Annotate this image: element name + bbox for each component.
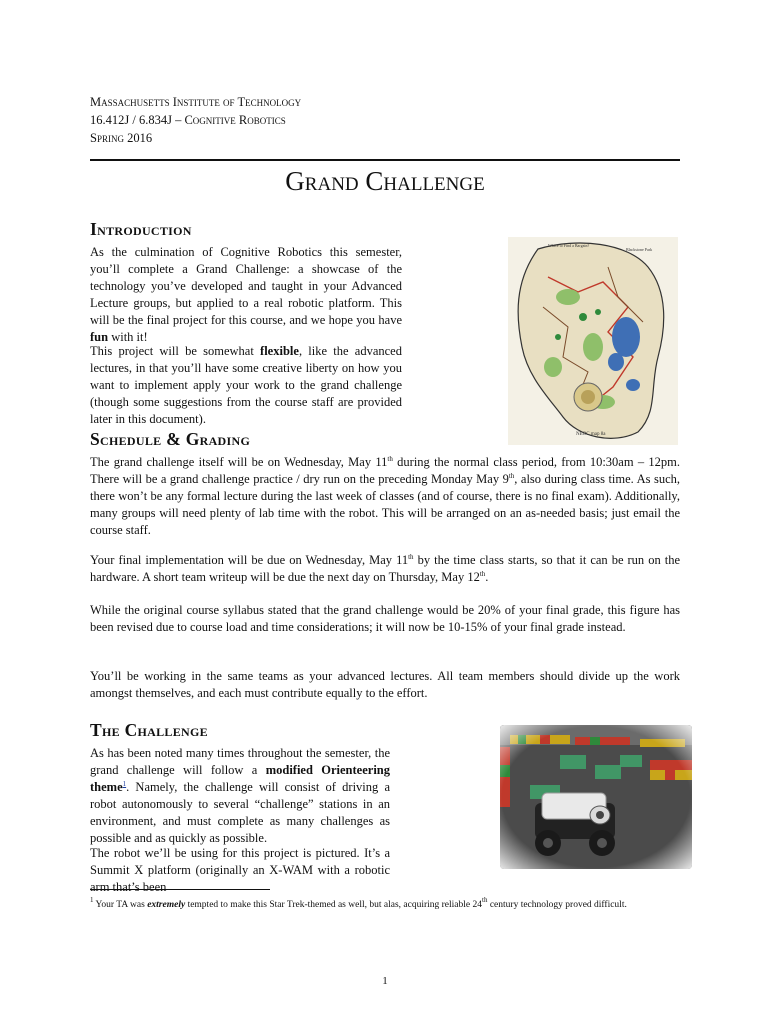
challenge-paragraph-1: As has been noted many times throughout the semester, the grand challenge will follow a modified Orienteering theme$^1$. Namely, the challenge will consist of driving a robot autonomously to several “challenge” stations in an environment, and must complete as many challenges as possible and as quickly as possible. (90, 746, 390, 846)
orienteering-map-image (508, 237, 678, 445)
fun-emphasis: fun (90, 330, 109, 345)
summit-robot-photo (500, 725, 692, 869)
schedule-grading-heading: Schedule & Grading (90, 429, 251, 449)
orienteering-emphasis: modified Orienteering theme (90, 763, 390, 795)
footnote-link-1[interactable]: 1 (122, 780, 127, 789)
course-header (90, 93, 301, 147)
institute-name: Massachusetts Institute of Technology (90, 95, 302, 109)
header-rule (90, 159, 680, 161)
flexible-emphasis: flexible (260, 344, 299, 358)
term: Spring 2016 (90, 131, 153, 145)
map-label-park: Blackstone Park (626, 247, 653, 252)
schedule-paragraph-3: While the original course syllabus stated that the grand challenge would be 20% of your final grade, this figure has been revised due to course load and time considerations; it will now be 10-15% of your final grade instead. (90, 603, 680, 635)
schedule-paragraph-1: The grand challenge itself will be on Wednesday, May 11th during the normal class period, from 10:30am – 12pm. There will be a grand challenge practice / dry run on the preceding Monday May 9th, also during class time. As such, there won’t be any formal lecture during the last week of classes (and of course, there is no final exam). Additionally, many groups will need plenty of lab time with the robot. This will be arranged on an as-needed basis; just email the course staff. (90, 455, 681, 538)
schedule-paragraph-2: Your final implementation will be due on Wednesday, May 11th by the time class starts, so that it can be run on the hardware. A short team writeup will be due the next day on Thursday, May 12th. (90, 553, 680, 585)
document-title: Grand Challenge (285, 166, 485, 196)
page-number: 1 (382, 975, 388, 987)
intro-paragraph-2: This project will be somewhat flexible, like the advanced lectures, in that you’ll have some creative liberty on how you want to implement apply your work to the grand challenge (though some suggestions from the course staff are provided later in this document). (90, 344, 402, 427)
map-label-neoc: NEOC map 8a (576, 432, 606, 437)
map-label-bargain: Where to Find a Bargain? (548, 243, 590, 248)
footnote-rule (90, 889, 270, 890)
challenge-paragraph-2: The robot we’ll be using for this project is pictured. It’s a Summit X platform (originally an X-WAM with a robotic arm that’s been (90, 846, 390, 895)
challenge-heading: The Challenge (90, 720, 208, 740)
intro-paragraph-1: As the culmination of Cognitive Robotics this semester, you’ll complete a Grand Challenge: a showcase of the technology you’ve developed and taught in your Advanced Lecture groups, but applied to a real robotic platform. This will be the final project for this course, and we hope you have fun with it! (90, 245, 402, 345)
footnote-1: $^1$ Your TA was extremely tempted to make this Star Trek-themed as well, but alas, acquiring reliable 24th century technology proved difficult. (90, 896, 627, 910)
schedule-paragraph-4: You’ll be working in the same teams as your advanced lectures. All team members should divide up the work amongst themselves, and each must contribute equally to the effort. (90, 669, 680, 701)
course-number: 16.412J / 6.834J – Cognitive Robotics (90, 113, 286, 127)
introduction-heading: Introduction (90, 219, 192, 239)
